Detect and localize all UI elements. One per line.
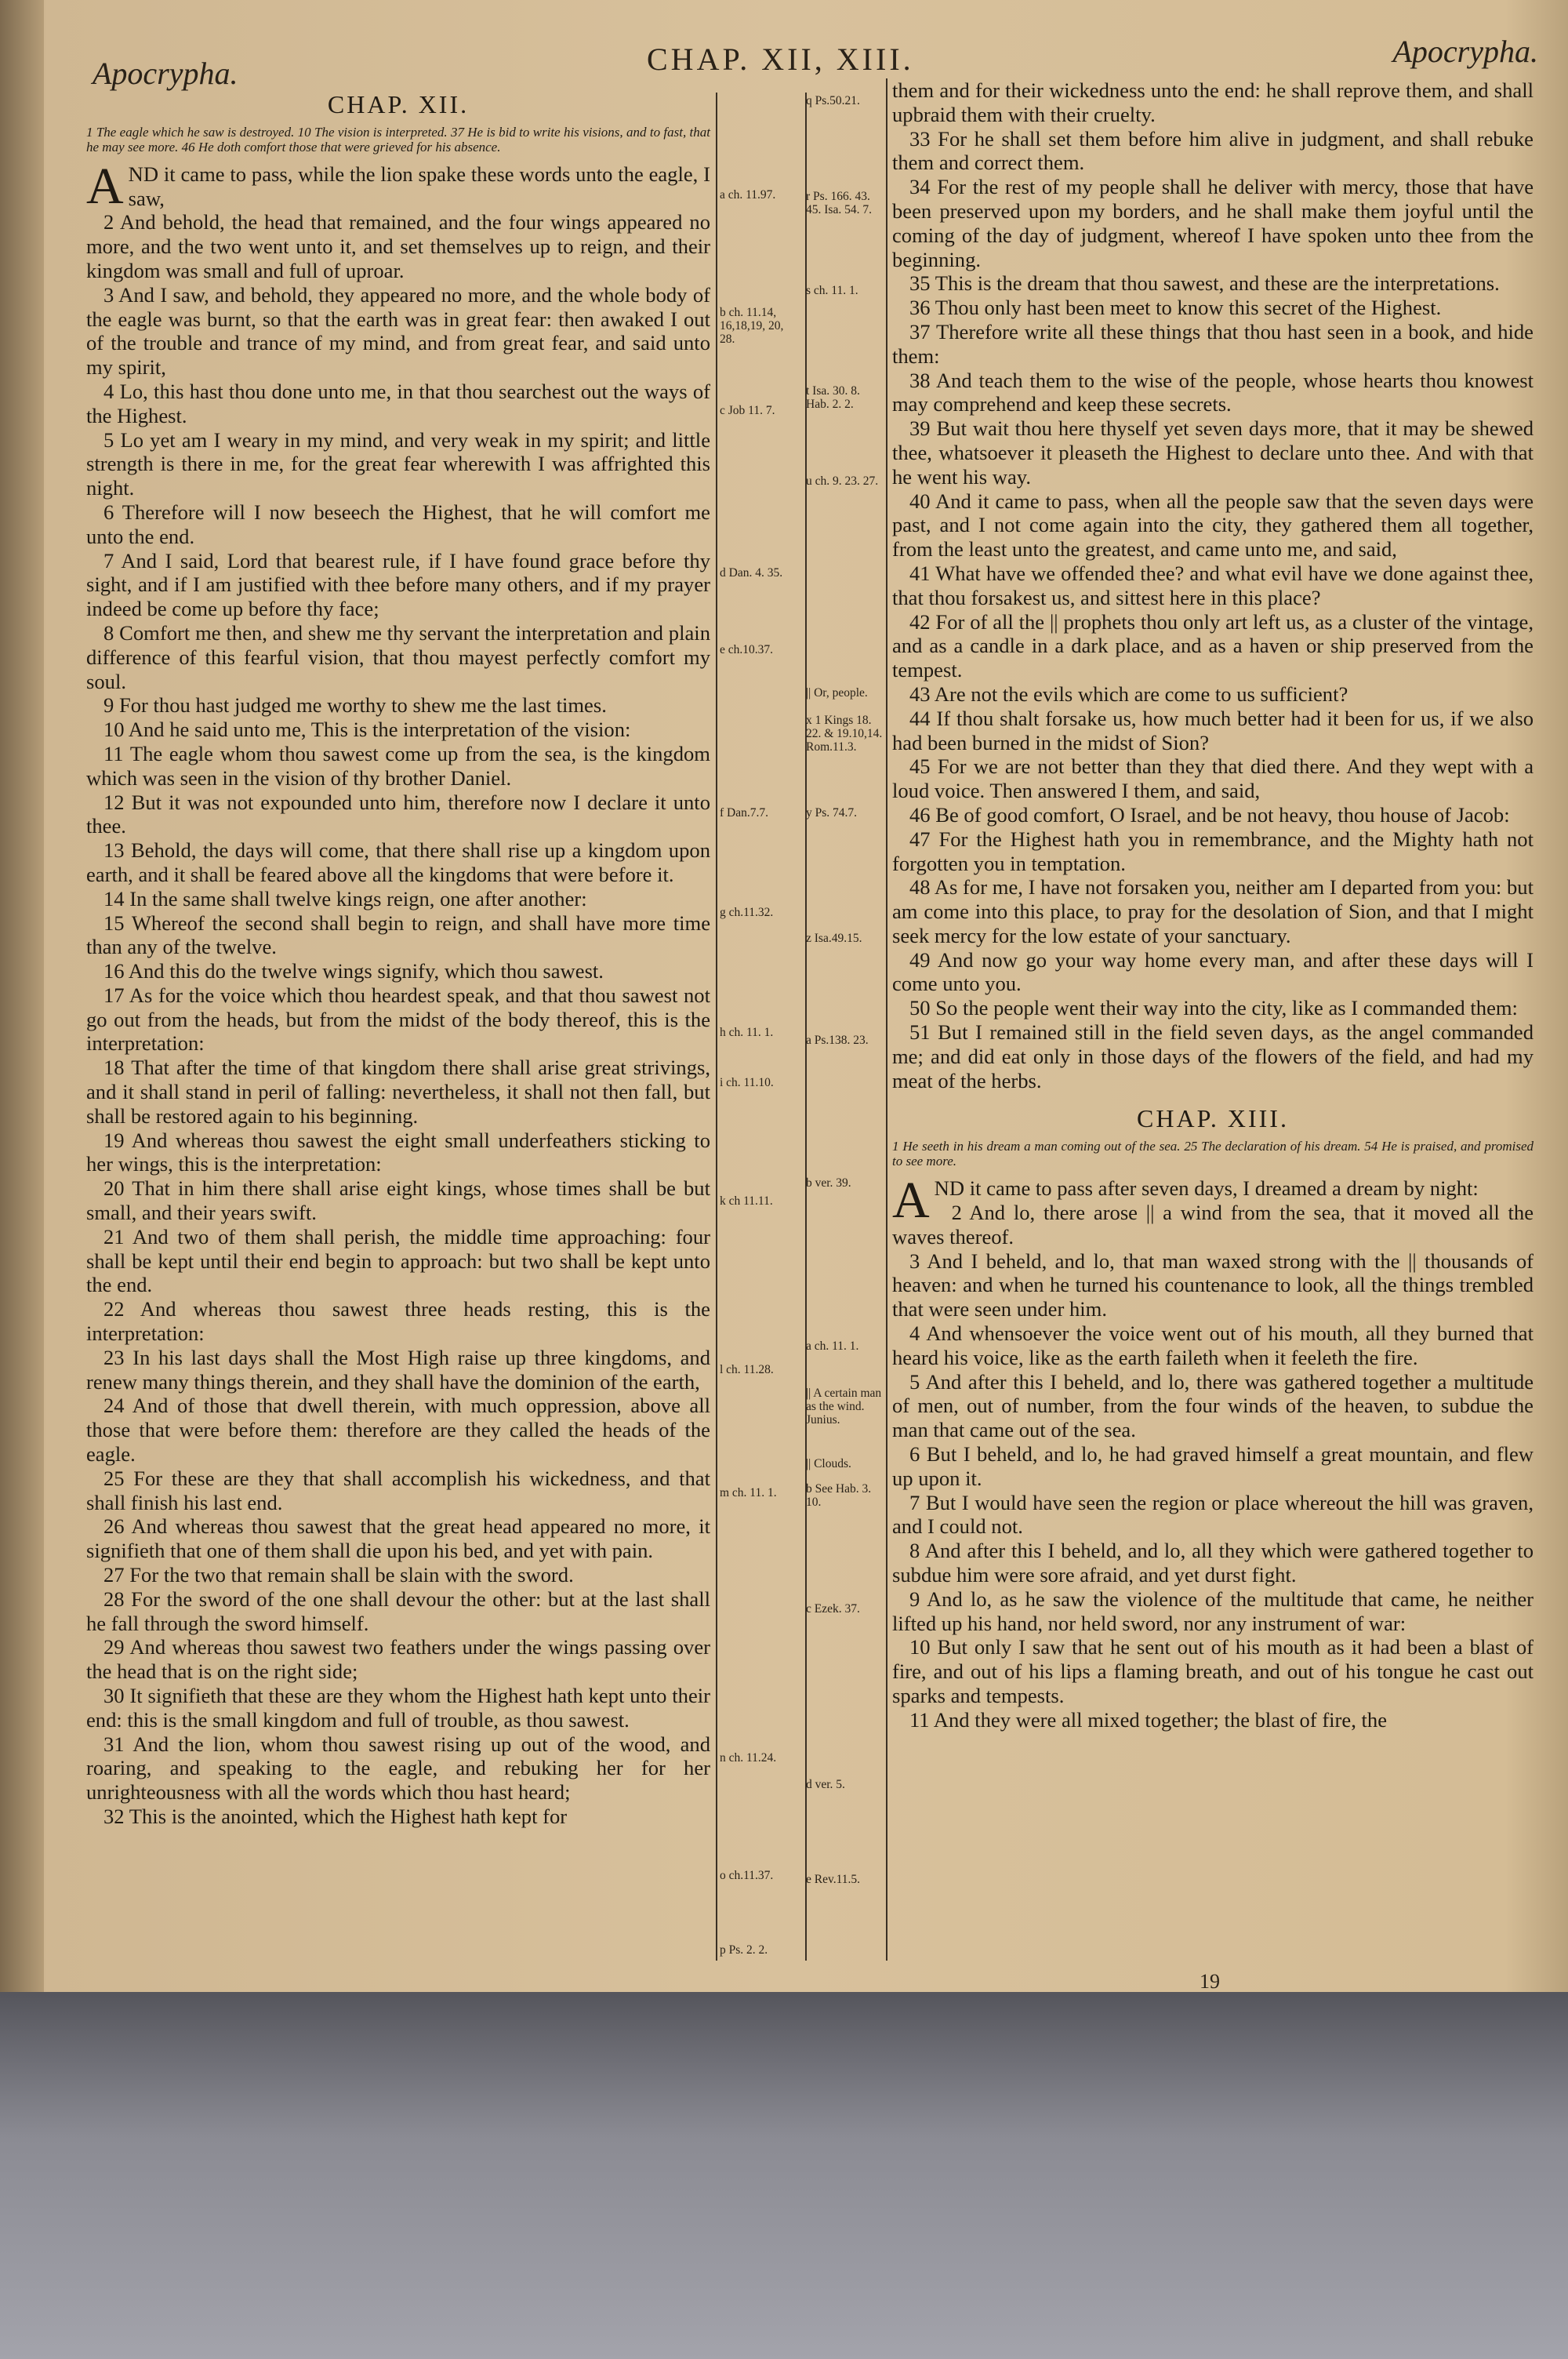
verse: 32 This is the anointed, which the Highest hath kept for <box>103 1804 568 1828</box>
margin-reference: z Isa.49.15. <box>806 932 862 945</box>
margin-reference: t Isa. 30. 8. Hab. 2. 2. <box>806 384 860 411</box>
verse: 2 And lo, there arose || a wind from the sea, that it moved all the waves thereof. <box>892 1201 1534 1249</box>
verse: 10 But only I saw that he sent out of his mouth as it had been a blast of fire, and out of his lips a flaming breath, and out of his tongue he cast out sparks and tempests. <box>892 1635 1534 1707</box>
margin-reference: b ch. 11.14, 16,18,19, 20, 28. <box>720 306 784 346</box>
verse: 51 But I remained still in the field seven days, as the angel commanded me; and did eat only in those days of the flowers of the field, and had my meat of the herbs. <box>892 1020 1534 1092</box>
chapter-12-continued <box>892 78 1534 1092</box>
verse: 28 For the sword of the one shall devour the other: but at the last shall he fall through the sword himself. <box>86 1587 710 1635</box>
verse: 34 For the rest of my people shall he deliver with mercy, those that have been preserved upon my borders, and he shall make them joyful until the coming of the day of judgment, whereof I have spoken unto thee from the beginning. <box>892 175 1534 271</box>
verse: 41 What have we offended thee? and what evil have we done against thee, that thou forsakest us, and sittest here in this place? <box>892 561 1534 609</box>
verse: 11 And they were all mixed together; the blast of fire, the <box>909 1707 1388 1732</box>
left-text-column <box>86 90 710 1829</box>
verse: 4 And whensoever the voice went out of his mouth, all they burned that heard his voice, like as the earth faileth when it feeleth the fire. <box>892 1321 1534 1369</box>
verse: 7 But I would have seen the region or place whereout the hill was graven, and I could not. <box>892 1490 1534 1539</box>
margin-reference: o ch.11.37. <box>720 1869 774 1882</box>
margin-reference: e ch.10.37. <box>720 643 774 656</box>
column-rule <box>886 78 887 1961</box>
chapter-12-verse-list <box>86 210 710 1828</box>
verse: 35 This is the dream that thou sawest, and these are the interpretations. <box>909 271 1500 296</box>
chapter-12-title: CHAP. XII. <box>327 90 470 118</box>
verse: 45 For we are not better than they that died there. And they wept with a loud voice. Then answered I them, and said, <box>892 754 1534 803</box>
margin-reference: m ch. 11. 1. <box>720 1486 777 1499</box>
verse: 40 And it came to pass, when all the people saw that the seven days were past, and I not come again into the city, they gathered them all together, from the least unto the greatest, and came unto me, and said, <box>892 489 1534 562</box>
chapter-12-verse-1 <box>86 157 710 215</box>
verse: 31 And the lion, whom thou sawest rising up out of the wood, and roaring, and speaking to the eagle, and rebuking her for her unrighteousness with all the words which thou hast heard; <box>86 1732 710 1805</box>
margin-reference: c Ezek. 37. <box>806 1602 860 1616</box>
margin-reference: d ver. 5. <box>806 1778 845 1791</box>
margin-reference: k ch 11.11. <box>720 1194 773 1208</box>
margin-reference: b See Hab. 3. 10. <box>806 1482 872 1509</box>
chapter-13-title: CHAP. XIII. <box>1137 1104 1289 1133</box>
verse: 33 For he shall set them before him alive in judgment, and shall rebuke them and correct them. <box>892 126 1534 175</box>
verse: 44 If thou shalt forsake us, how much better had it been for us, if we also had been burned in the midst of Sion? <box>892 706 1534 754</box>
verse: 20 That in him there shall arise eight kings, whose times shall be but small, and their years swift. <box>86 1176 710 1225</box>
book-binding <box>0 0 44 1992</box>
right-text-column <box>892 78 1534 1732</box>
margin-reference: a ch. 11. 1. <box>806 1339 859 1353</box>
verse: 2 And behold, the head that remained, and the four wings appeared no more, and the two went unto it, and set themselves up to reign, and their kingdom was small and full of uproar. <box>86 210 710 282</box>
margin-reference: || A certain man as the wind. Junius. <box>806 1387 882 1427</box>
drop-cap: A <box>86 157 124 215</box>
verse: 21 And two of them shall perish, the middle time approaching: four shall be kept until their end begin to approach: but two shall be kept unto the end. <box>86 1224 710 1297</box>
verse: 43 Are not the evils which are come to us sufficient? <box>909 682 1348 706</box>
verse: 15 Whereof the second shall begin to reign, and shall have more time than any of the twelve. <box>86 911 710 959</box>
margin-reference: d Dan. 4. 35. <box>720 566 783 580</box>
verse: 42 For of all the || prophets thou only art left us, as a cluster of the vintage, and as a candle in a dark place, and as a haven or ship preserved from the tempest. <box>892 609 1534 682</box>
verse: 23 In his last days shall the Most High raise up three kingdoms, and renew many things therein, and they shall have the dominion of the earth, <box>86 1345 710 1394</box>
margin-reference: q Ps.50.21. <box>806 94 860 107</box>
verse-1-text: ND it came to pass, while the lion spake these words unto the eagle, I saw, <box>128 162 710 210</box>
margin-reference: x 1 Kings 18. 22. & 19.10,14. Rom.11.3. <box>806 714 883 754</box>
running-header-left: Apocrypha. <box>93 56 238 91</box>
verse: 4 Lo, this hast thou done unto me, in that thou searchest out the ways of the Highest. <box>86 379 710 427</box>
verse: 36 Thou only hast been meet to know this secret of the Highest. <box>909 296 1442 320</box>
verse: 50 So the people went their way into the city, like as I commanded them: <box>909 996 1518 1020</box>
verse: 14 In the same shall twelve kings reign, one after another: <box>103 886 587 911</box>
verse: 10 And he said unto me, This is the interpretation of the vision: <box>103 718 631 742</box>
verse: 6 But I beheld, and lo, he had graved himself a great mountain, and flew up upon it. <box>892 1442 1534 1490</box>
margin-reference: n ch. 11.24. <box>720 1751 777 1765</box>
margin-reference: f Dan.7.7. <box>720 806 768 820</box>
verse: them and for their wickedness unto the end: he shall reprove them, and shall upbraid them with their cruelty. <box>892 78 1534 126</box>
verse: 46 Be of good comfort, O Israel, and be not heavy, thou house of Jacob: <box>909 802 1510 827</box>
page-number: 19 <box>1200 1970 1220 1992</box>
margin-reference: r Ps. 166. 43. 45. Isa. 54. 7. <box>806 190 872 216</box>
verse: 13 Behold, the days will come, that there shall rise up a kingdom upon earth, and it shall be feared above all the kingdoms that were before it. <box>86 838 710 886</box>
verse: 37 Therefore write all these things that thou hast seen in a book, and hide them: <box>892 319 1534 368</box>
margin-reference: || Or, people. <box>806 686 868 700</box>
margin-reference: e Rev.11.5. <box>806 1873 861 1886</box>
running-header-chapters: CHAP. XII, XIII. <box>647 42 914 77</box>
verse: 3 And I beheld, and lo, that man waxed strong with the || thousands of heaven: and when he turned his countenance to look, all the things trembled that were seen under him. <box>892 1249 1534 1321</box>
chapter-12-summary: 1 The eagle which he saw is destroyed. 10 The vision is interpreted. 37 He is bid to write his visions, and to fast, that he may see more. 46 He doth comfort those that were grieved for his absence. <box>86 124 710 154</box>
desk-surface <box>0 1992 1568 2359</box>
margin-reference: g ch.11.32. <box>720 906 774 919</box>
margin-reference: h ch. 11. 1. <box>720 1026 774 1039</box>
verse: 22 And whereas thou sawest three heads resting, this is the interpretation: <box>86 1297 710 1346</box>
verse: 48 As for me, I have not forsaken you, neither am I departed from you: but am come into this place, to pray for the desolation of Sion, and that I might seek mercy for the low estate of your sanctuary. <box>892 875 1534 947</box>
chapter-13-summary: 1 He seeth in his dream a man coming out of the sea. 25 The declaration of his dream. 54 He is praised, and promised to see more. <box>892 1139 1534 1169</box>
verse: 27 For the two that remain shall be slain with the sword. <box>103 1563 574 1587</box>
verse: 49 And now go your way home every man, and after these days will I come unto you. <box>892 947 1534 996</box>
margin-reference: a Ps.138. 23. <box>806 1034 869 1047</box>
verse: 24 And of those that dwell therein, with much oppression, above all those that were before them: therefore are they called the heads of the eagle. <box>86 1394 710 1467</box>
verse: 3 And I saw, and behold, they appeared no more, and the whole body of the eagle was burnt, so that the earth was in great fear: then awaked I out of the trouble and trance of my mind, and from great fear, and said unto my spirit, <box>86 282 710 380</box>
verse: 12 But it was not expounded unto him, therefore now I declare it unto thee. <box>86 790 710 838</box>
verse: 18 That after the time of that kingdom there shall arise great strivings, and it shall stand in peril of falling: nevertheless, it shall not then fall, but shall be restored again to his beginning. <box>86 1056 710 1128</box>
verse: 8 And after this I beheld, and lo, all they which were gathered together to subdue him were sore afraid, and yet durst fight. <box>892 1539 1534 1587</box>
verse: 5 Lo yet am I weary in my mind, and very weak in my spirit; and little strength is there in me, for the great fear wherewith I was affrighted this night. <box>86 427 710 500</box>
verse: 30 It signifieth that these are they whom the Highest hath kept unto their end: this is the small kingdom and full of trouble, as thou sawest. <box>86 1684 710 1732</box>
column-rule <box>805 93 807 1961</box>
verse: 47 For the Highest hath you in remembrance, and the Mighty hath not forgotten you in temptation. <box>892 827 1534 875</box>
margin-reference: y Ps. 74.7. <box>806 806 858 820</box>
verse: 5 And after this I beheld, and lo, there was gathered together a multitude of men, out of number, from the four winds of the heaven, to subdue the man that came out of the sea. <box>892 1369 1534 1442</box>
margin-reference: i ch. 11.10. <box>720 1076 774 1089</box>
verse-1-text: ND it came to pass after seven days, I dreamed a dream by night: <box>934 1176 1479 1201</box>
chapter-13-verse-list <box>892 1201 1534 1732</box>
verse: 16 And this do the twelve wings signify, which thou sawest. <box>103 959 604 983</box>
verse: 39 But wait thou here thyself yet seven days more, that it may be shewed thee, whatsoever it pleaseth the Highest to declare unto thee. And with that he went his way. <box>892 416 1534 489</box>
verse: 9 And lo, as he saw the violence of the multitude that came, he neither lifted up his hand, nor held sword, nor any instrument of war: <box>892 1587 1534 1635</box>
margin-reference: || Clouds. <box>806 1457 851 1470</box>
margin-reference: p Ps. 2. 2. <box>720 1943 768 1957</box>
verse: 7 And I said, Lord that bearest rule, if I have found grace before thy sight, and if I am justified with thee before many others, and if my prayer indeed be come up before thy face; <box>86 548 710 621</box>
verse: 29 And whereas thou sawest two feathers under the wings passing over the head that is on the right side; <box>86 1635 710 1684</box>
drop-cap: A <box>892 1172 930 1230</box>
column-rule <box>716 93 717 1961</box>
verse: 17 As for the voice which thou heardest speak, and that thou sawest not go out from the heads, but from the midst of the body thereof, this is the interpretation: <box>86 983 710 1056</box>
verse: 6 Therefore will I now beseech the Highest, that he will comfort me unto the end. <box>86 500 710 548</box>
verse: 26 And whereas thou sawest that the great head appeared no more, it signifieth that one of them shall die upon his bed, and yet with pain. <box>86 1514 710 1563</box>
verse: 9 For thou hast judged me worthy to shew me the last times. <box>103 693 607 718</box>
verse: 38 And teach them to the wise of the people, whose hearts thou knowest may comprehend and keep these secrets. <box>892 368 1534 416</box>
margin-reference: c Job 11. 7. <box>720 404 775 417</box>
margin-reference: a ch. 11.97. <box>720 188 776 202</box>
margin-reference: u ch. 9. 23. 27. <box>806 474 879 488</box>
verse: 11 The eagle whom thou sawest come up from the sea, is the kingdom which was seen in the vision of thy brother Daniel. <box>86 741 710 790</box>
margin-reference: b ver. 39. <box>806 1176 851 1190</box>
margin-reference: s ch. 11. 1. <box>806 284 858 297</box>
verse: 19 And whereas thou sawest the eight small underfeathers sticking to her wings, this is the interpretation: <box>86 1128 710 1176</box>
verse: 8 Comfort me then, and shew me thy servant the interpretation and plain difference of this fearful vision, that thou mayest perfectly comfort my soul. <box>86 620 710 693</box>
running-header-right: Apocrypha. <box>1392 34 1538 69</box>
verse: 25 For these are they that shall accomplish his wickedness, and that shall finish his last end. <box>86 1466 710 1514</box>
margin-reference: l ch. 11.28. <box>720 1363 774 1376</box>
